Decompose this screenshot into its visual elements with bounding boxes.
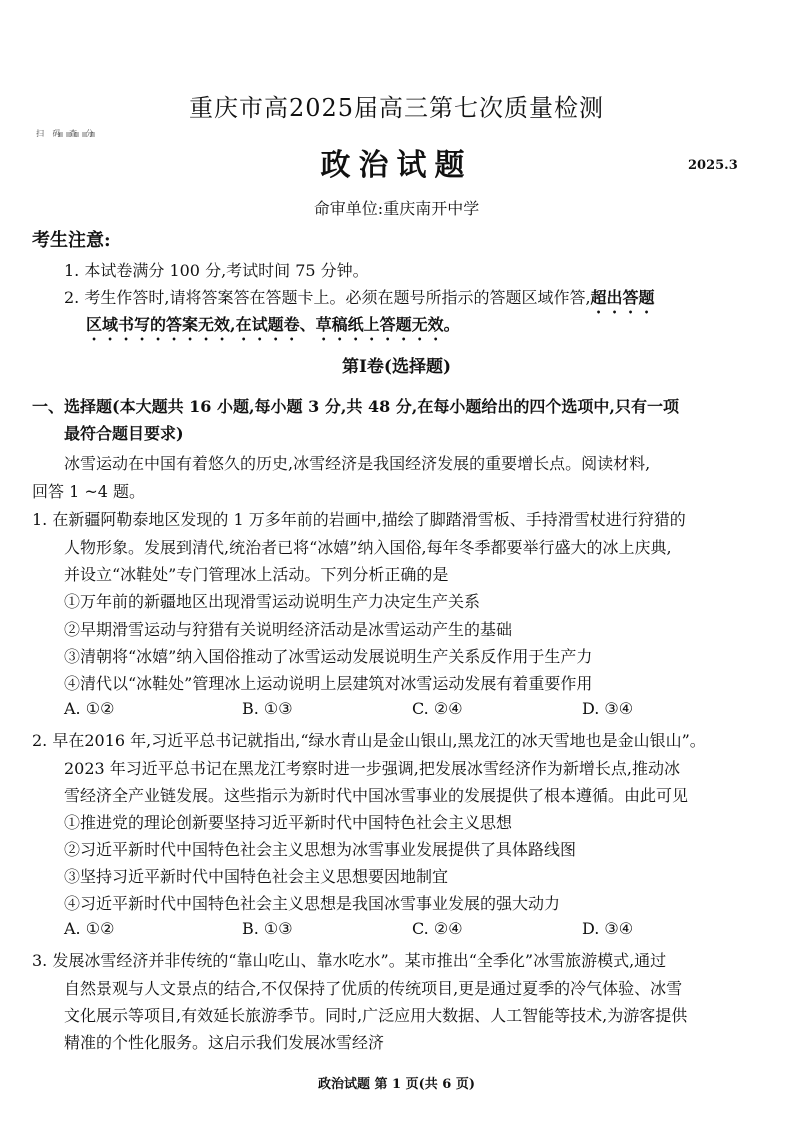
question-1-statement-2: ②早期滑雪运动与狩猎有关说明经济活动是冰雪运动产生的基础: [64, 620, 513, 639]
qr-caption: 扫 码 查 分: [36, 129, 97, 138]
question-2-option-a[interactable]: A. ①②: [64, 919, 115, 938]
section-instructions: 一、选择题(本大题共 16 小题,每小题 3 分,共 48 分,在每小题给出的四个选项中,只有一项: [32, 397, 679, 416]
question-2-stem-line-2: 2023 年习近平总书记在黑龙江考察时进一步强调,把发展冰雪经济作为新增长点,推动冰: [64, 759, 680, 778]
exam-unit: 命审单位:重庆南开中学: [313, 199, 480, 218]
question-2-option-c[interactable]: C. ②④: [412, 919, 463, 938]
question-1-statement-3: ③清朝将“冰嬉”纳入国俗推动了冰雪运动发展说明生产关系反作用于生产力: [64, 647, 593, 666]
notice-item-2-emphasis: 超出答题: [590, 288, 655, 307]
question-2-option-b[interactable]: B. ①③: [242, 919, 293, 938]
question-1-option-c[interactable]: C. ②④: [412, 699, 463, 718]
question-3-stem-line-2: 自然景观与人文景点的结合,不仅保持了优质的传统项目,更是通过夏季的冷气体验、冰雪: [64, 979, 683, 998]
question-2-statement-1: ①推进党的理论创新要坚持习近平新时代中国特色社会主义思想: [64, 813, 513, 832]
question-1-statement-4: ④清代以“冰鞋处”管理冰上运动说明上层建筑对冰雪运动发展有着重要作用: [64, 674, 593, 693]
question-2-statement-4: ④习近平新时代中国特色社会主义思想是我国冰雪事业发展的强大动力: [64, 894, 561, 913]
question-2-option-d[interactable]: D. ③④: [582, 919, 634, 938]
question-3-stem-line-4: 精准的个性化服务。这启示我们发展冰雪经济: [64, 1033, 385, 1052]
question-2-statement-2: ②习近平新时代中国特色社会主义思想为冰雪事业发展提供了具体路线图: [64, 840, 577, 859]
question-2-stem: 2. 早在2016 年,习近平总书记就指出,“绿水青山是金山银山,黑龙江的冰天雪地也是金山银山”。: [32, 731, 706, 750]
reading-intro-continued: 回答 1 ~4 题。: [32, 482, 146, 501]
question-3-stem: 3. 发展冰雪经济并非传统的“靠山吃山、靠水吃水”。某市推出“全季化”冰雪旅游模式,通过: [32, 951, 667, 970]
question-1-option-d[interactable]: D. ③④: [582, 699, 634, 718]
question-1-statement-1: ①万年前的新疆地区出现滑雪运动说明生产力决定生产关系: [64, 592, 481, 611]
question-1-stem-line-2: 人物形象。发展到清代,统治者已将“冰嬉”纳入国俗,每年冬季都要举行盛大的冰上庆典,: [64, 538, 672, 557]
section-title: 第Ⅰ卷(选择题): [341, 357, 452, 377]
subject-title: 政治试题: [320, 148, 473, 183]
section-instructions-continued: 最符合题目要求): [64, 424, 184, 443]
notice-item-2-text: 2. 考生作答时,请将答案答在答题卡上。必须在题号所指示的答题区域作答,: [64, 288, 591, 307]
question-2-statement-3: ③坚持习近平新时代中国特色社会主义思想要因地制宜: [64, 867, 449, 886]
reading-intro: 冰雪运动在中国有着悠久的历史,冰雪经济是我国经济发展的重要增长点。阅读材料,: [64, 454, 651, 473]
question-3-stem-line-3: 文化展示等项目,有效延长旅游季节。同时,广泛应用大数据、人工智能等技术,为游客提供: [64, 1006, 688, 1025]
exam-title: 重庆市高2025届高三第七次质量检测: [188, 94, 605, 122]
notice-heading: 考生注意:: [32, 230, 111, 251]
notice-item-2-continued: 区域书写的答案无效,在试题卷、草稿纸上答题无效。: [86, 315, 460, 334]
page-footer: 政治试题 第 1 页(共 6 页): [317, 1077, 476, 1092]
question-1-stem: 1. 在新疆阿勒泰地区发现的 1 万多年前的岩画中,描绘了脚踏滑雪板、手持滑雪杖进行狩猎的: [32, 510, 686, 529]
notice-item-1: 1. 本试卷满分 100 分,考试时间 75 分钟。: [64, 261, 369, 280]
question-2-stem-line-3: 雪经济全产业链发展。这些指示为新时代中国冰雪事业的发展提供了根本遵循。由此可见: [64, 786, 689, 805]
exam-date: 2025.3: [688, 158, 738, 173]
question-1-stem-line-3: 并设立“冰鞋处”专门管理冰上活动。下列分析正确的是: [64, 565, 449, 584]
question-1-option-a[interactable]: A. ①②: [64, 699, 115, 718]
question-1-option-b[interactable]: B. ①③: [242, 699, 293, 718]
